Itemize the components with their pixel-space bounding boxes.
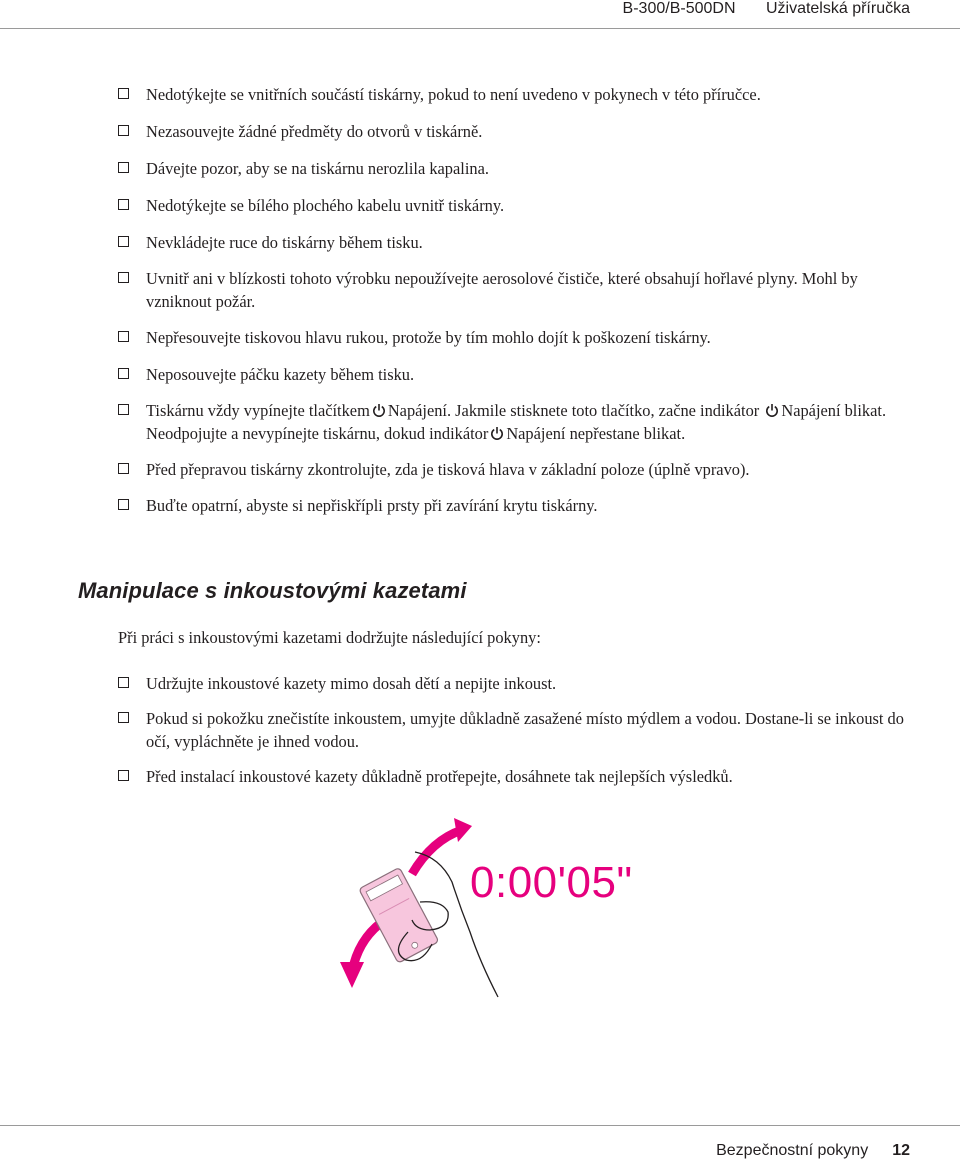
power-icon (372, 403, 386, 418)
list-item: Dávejte pozor, aby se na tiskárnu nerozlila kapalina. (118, 157, 918, 180)
checkbox-bullet-icon (118, 677, 129, 688)
section-intro: Při práci s inkoustovými kazetami dodržujte následující pokyny: (118, 628, 541, 647)
list-item: Před instalací inkoustové kazety důkladně protřepejte, dosáhnete tak nejlepších výsledků. (118, 765, 918, 788)
list-item: Nezasouvejte žádné předměty do otvorů v tiskárně. (118, 120, 918, 143)
list-item: Nevkládejte ruce do tiskárny během tisku. (118, 231, 918, 254)
list-item: Udržujte inkoustové kazety mimo dosah dětí a nepijte inkoust. (118, 672, 918, 695)
safety-list (118, 83, 918, 517)
checkbox-bullet-icon (118, 404, 129, 415)
power-icon (490, 426, 504, 441)
checkbox-bullet-icon (118, 463, 129, 474)
header-guide-title: Uživatelská příručka (765, 0, 910, 17)
checkbox-bullet-icon (118, 331, 129, 342)
checkbox-bullet-icon (118, 368, 129, 379)
checkbox-bullet-icon (118, 272, 129, 283)
checkbox-bullet-icon (118, 125, 129, 136)
list-item: Neposouvejte páčku kazety během tisku. (118, 363, 918, 386)
shake-arrow-up-head-icon (454, 818, 472, 842)
list-item-power-button: Tiskárnu vždy vypínejte tlačítkem Napájení. Jakmile stisknete toto tlačítko, začne indikátor Napájení blikat. Neodpojujte a nevypínejte tiskárnu, dokud indikátor Napájení nepřestane blikat. (118, 399, 918, 445)
list-item: Před přepravou tiskárny zkontrolujte, zda je tisková hlava v základní poloze (úplně vpravo). (118, 458, 918, 481)
page-number: 12 (892, 1142, 910, 1159)
footer-section: Bezpečnostní pokyny (716, 1142, 869, 1159)
list-item: Uvnitř ani v blízkosti tohoto výrobku nepoužívejte aerosolové čističe, které obsahují hořlavé plyny. Mohl by vzniknout požár. (118, 267, 918, 313)
header-model: B-300/B-500DN (622, 0, 736, 17)
list-item: Nedotýkejte se bílého plochého kabelu uvnitř tiskárny. (118, 194, 918, 217)
power-icon (765, 403, 779, 418)
list-item: Nedotýkejte se vnitřních součástí tiskárny, pokud to není uvedeno v pokynech v této příručce. (118, 83, 918, 106)
checkbox-bullet-icon (118, 162, 129, 173)
section-heading: Manipulace s inkoustovými kazetami (78, 578, 467, 603)
page-header (623, 0, 910, 20)
checkbox-bullet-icon (118, 770, 129, 781)
list-item: Pokud si pokožku znečistíte inkoustem, umyjte důkladně zasažené místo mýdlem a vodou. Dostane-li se inkoust do očí, vypláchněte je ihned vodou. (118, 707, 918, 753)
list-item: Nepřesouvejte tiskovou hlavu rukou, protože by tím mohlo dojít k poškození tiskárny. (118, 326, 918, 349)
checkbox-bullet-icon (118, 499, 129, 510)
footer-divider (0, 1125, 960, 1126)
checkbox-bullet-icon (118, 712, 129, 723)
page-footer (716, 1142, 910, 1160)
checkbox-bullet-icon (118, 236, 129, 247)
shake-arrow-down-head-icon (340, 962, 364, 988)
list-item: Buďte opatrní, abyste si nepřiskřípli prsty při zavírání krytu tiskárny. (118, 494, 918, 517)
checkbox-bullet-icon (118, 88, 129, 99)
ink-cartridge-list (118, 672, 918, 788)
header-divider (0, 28, 960, 29)
checkbox-bullet-icon (118, 199, 129, 210)
shake-arrow-up-icon (412, 830, 462, 874)
shake-duration-label: 0:00'05" (470, 858, 633, 907)
